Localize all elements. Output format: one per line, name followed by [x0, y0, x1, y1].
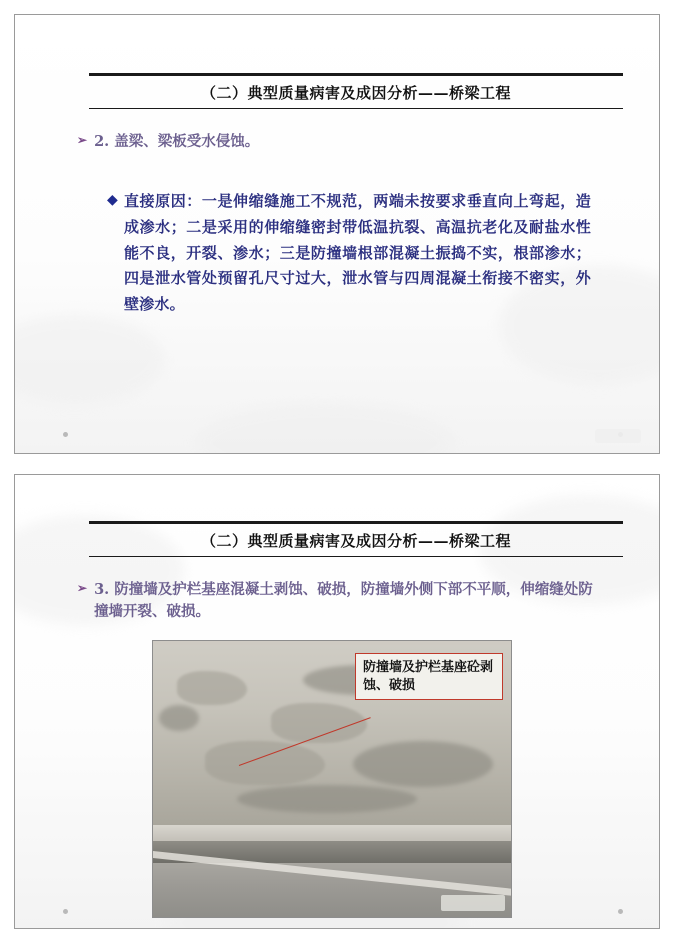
page-title: （二）典型质量病害及成因分析——桥梁工程 — [89, 524, 623, 557]
background-shading — [195, 403, 455, 454]
background-shading — [14, 315, 165, 405]
arrow-bullet-icon: ➢ — [77, 581, 88, 595]
slide-1 — [14, 14, 660, 454]
slide-corner-dot — [63, 909, 68, 914]
wall-spall — [353, 741, 493, 787]
photo-callout-box — [355, 653, 503, 700]
bullet-level2 — [107, 189, 591, 318]
bridge-barrier-damage-photo — [152, 640, 512, 918]
wall-spall — [159, 705, 199, 731]
arrow-bullet-icon: ➢ — [77, 133, 88, 147]
wall-stain — [177, 671, 247, 705]
bullet-level1 — [77, 579, 603, 624]
photo-curb-top — [153, 825, 511, 841]
bullet-level1-text: 3. 防撞墙及护栏基座混凝土剥蚀、破损，防撞墙外侧下部不平顺，伸缩缝处防撞墙开裂、破损。 — [94, 581, 593, 621]
slide-corner-dot — [63, 432, 68, 437]
bullet-level1 — [77, 131, 601, 153]
wall-spall — [237, 785, 417, 813]
wall-stain — [205, 741, 325, 785]
slide-corner-dot — [618, 909, 623, 914]
photo-callout-label: 防撞墙及护栏基座砼剥蚀、破损 — [363, 660, 494, 693]
background-smudge — [595, 429, 641, 443]
slide-1-header — [89, 73, 623, 109]
bullet-level1-text: 2. 盖梁、梁板受水侵蚀。 — [94, 133, 260, 150]
bullet-level2-text: 直接原因：一是伸缩缝施工不规范，两端未按要求垂直向上弯起，造成渗水；二是采用的伸缩缝密封带低温抗裂、高温抗老化及耐盐水性能不良，开裂、渗水；三是防撞墙根部混凝土振捣不实，根部渗水；四是泄水管处预留孔尺寸过大，泄水管与四周混凝土衔接不密实，外壁渗水。 — [123, 192, 591, 314]
diamond-bullet-icon: ◆ — [107, 192, 118, 208]
photo-smudge — [441, 895, 505, 911]
slide-2-header — [89, 521, 623, 557]
page-title: （二）典型质量病害及成因分析——桥梁工程 — [89, 76, 623, 109]
